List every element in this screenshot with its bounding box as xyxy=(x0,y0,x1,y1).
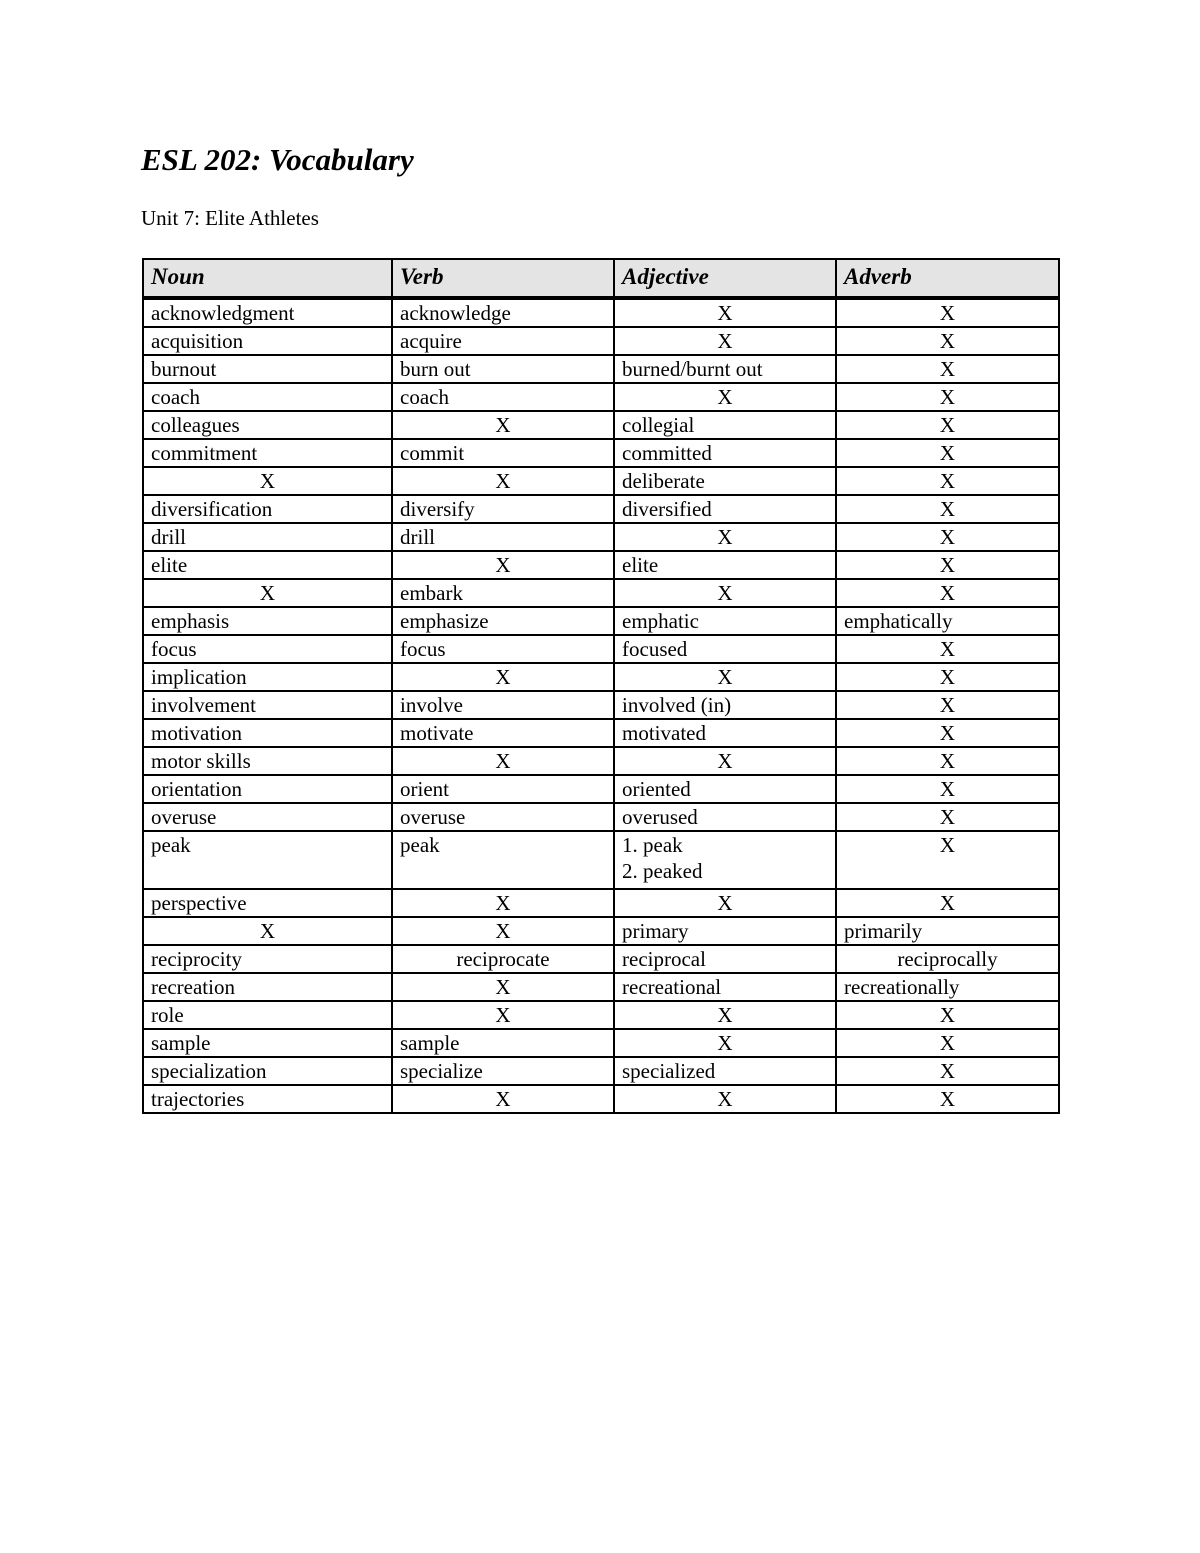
cell-adverb: X xyxy=(836,1029,1059,1057)
cell-noun: overuse xyxy=(143,803,392,831)
cell-verb: embark xyxy=(392,579,614,607)
cell-line: 1. peak xyxy=(622,833,683,857)
cell-verb: drill xyxy=(392,523,614,551)
cell-adverb: X xyxy=(836,411,1059,439)
cell-adjective: burned/burnt out xyxy=(614,355,836,383)
table-row xyxy=(143,411,1059,439)
cell-adjective: X xyxy=(614,1085,836,1113)
cell-verb: commit xyxy=(392,439,614,467)
table-row xyxy=(143,523,1059,551)
cell-verb: involve xyxy=(392,691,614,719)
cell-adjective: X xyxy=(614,1001,836,1029)
table-row xyxy=(143,917,1059,945)
cell-verb: X xyxy=(392,747,614,775)
cell-adjective: focused xyxy=(614,635,836,663)
cell-noun: acknowledgment xyxy=(143,298,392,327)
cell-noun: orientation xyxy=(143,775,392,803)
table-row xyxy=(143,1001,1059,1029)
table-row xyxy=(143,327,1059,355)
cell-adjective: diversified xyxy=(614,495,836,523)
table-row xyxy=(143,635,1059,663)
cell-verb: peak xyxy=(392,831,614,889)
cell-verb: focus xyxy=(392,635,614,663)
cell-adverb: X xyxy=(836,831,1059,889)
cell-adverb: X xyxy=(836,1085,1059,1113)
cell-adjective: X xyxy=(614,383,836,411)
cell-verb: X xyxy=(392,1001,614,1029)
cell-verb: acknowledge xyxy=(392,298,614,327)
cell-noun: motor skills xyxy=(143,747,392,775)
cell-adverb: X xyxy=(836,803,1059,831)
vocabulary-table xyxy=(142,258,1060,1114)
table-row xyxy=(143,383,1059,411)
cell-noun: involvement xyxy=(143,691,392,719)
cell-adjective: emphatic xyxy=(614,607,836,635)
cell-adverb: X xyxy=(836,1057,1059,1085)
cell-noun: trajectories xyxy=(143,1085,392,1113)
cell-verb: motivate xyxy=(392,719,614,747)
header-adjective: Adjective xyxy=(614,259,836,298)
table-row xyxy=(143,495,1059,523)
table-row xyxy=(143,579,1059,607)
cell-adverb: reciprocally xyxy=(836,945,1059,973)
cell-adverb: X xyxy=(836,467,1059,495)
cell-adjective: recreational xyxy=(614,973,836,1001)
cell-noun: perspective xyxy=(143,889,392,917)
cell-noun: X xyxy=(143,467,392,495)
header-adverb: Adverb xyxy=(836,259,1059,298)
cell-adverb: X xyxy=(836,495,1059,523)
cell-adverb: X xyxy=(836,775,1059,803)
cell-adverb: X xyxy=(836,327,1059,355)
cell-adjective: X xyxy=(614,1029,836,1057)
cell-adjective: X xyxy=(614,747,836,775)
table-row xyxy=(143,1085,1059,1113)
cell-adverb: X xyxy=(836,719,1059,747)
table-row xyxy=(143,355,1059,383)
table-row xyxy=(143,691,1059,719)
document-title: ESL 202: Vocabulary xyxy=(141,142,414,177)
cell-adverb: X xyxy=(836,579,1059,607)
cell-adverb: X xyxy=(836,663,1059,691)
table-row xyxy=(143,439,1059,467)
cell-verb: burn out xyxy=(392,355,614,383)
cell-adverb: recreationally xyxy=(836,973,1059,1001)
cell-noun: role xyxy=(143,1001,392,1029)
cell-adverb: X xyxy=(836,355,1059,383)
cell-verb: emphasize xyxy=(392,607,614,635)
cell-adjective: involved (in) xyxy=(614,691,836,719)
cell-noun: motivation xyxy=(143,719,392,747)
cell-verb: X xyxy=(392,663,614,691)
cell-adverb: X xyxy=(836,1001,1059,1029)
cell-verb: diversify xyxy=(392,495,614,523)
cell-adverb: X xyxy=(836,691,1059,719)
cell-adverb: X xyxy=(836,551,1059,579)
cell-adverb: emphatically xyxy=(836,607,1059,635)
cell-noun: X xyxy=(143,917,392,945)
document-subtitle: Unit 7: Elite Athletes xyxy=(141,206,319,230)
cell-verb: acquire xyxy=(392,327,614,355)
cell-adverb: X xyxy=(836,439,1059,467)
cell-noun: peak xyxy=(143,831,392,889)
cell-verb: coach xyxy=(392,383,614,411)
cell-adjective: elite xyxy=(614,551,836,579)
cell-noun: specialization xyxy=(143,1057,392,1085)
cell-verb: orient xyxy=(392,775,614,803)
cell-verb: X xyxy=(392,411,614,439)
cell-noun: sample xyxy=(143,1029,392,1057)
cell-adjective: primary xyxy=(614,917,836,945)
table-row xyxy=(143,607,1059,635)
table-row xyxy=(143,719,1059,747)
cell-adverb: X xyxy=(836,523,1059,551)
cell-adjective: collegial xyxy=(614,411,836,439)
table-row xyxy=(143,945,1059,973)
cell-noun: acquisition xyxy=(143,327,392,355)
header-noun: Noun xyxy=(143,259,392,298)
cell-adjective: X xyxy=(614,523,836,551)
cell-adjective: overused xyxy=(614,803,836,831)
cell-adjective: X xyxy=(614,298,836,327)
cell-noun: drill xyxy=(143,523,392,551)
table-row xyxy=(143,831,1059,889)
cell-noun: coach xyxy=(143,383,392,411)
cell-adjective: X xyxy=(614,327,836,355)
cell-noun: X xyxy=(143,579,392,607)
cell-verb: X xyxy=(392,1085,614,1113)
table-row xyxy=(143,1029,1059,1057)
cell-verb: reciprocate xyxy=(392,945,614,973)
cell-adverb: X xyxy=(836,747,1059,775)
cell-verb: specialize xyxy=(392,1057,614,1085)
cell-adverb: X xyxy=(836,635,1059,663)
cell-adjective: committed xyxy=(614,439,836,467)
cell-line: 2. peaked xyxy=(622,859,703,883)
table-row xyxy=(143,467,1059,495)
cell-noun: elite xyxy=(143,551,392,579)
vocabulary-table-header xyxy=(143,259,1059,298)
vocabulary-table-body xyxy=(143,298,1059,1113)
table-row xyxy=(143,1057,1059,1085)
cell-adjective: X xyxy=(614,889,836,917)
cell-verb: X xyxy=(392,889,614,917)
cell-noun: reciprocity xyxy=(143,945,392,973)
cell-verb: sample xyxy=(392,1029,614,1057)
cell-adjective: reciprocal xyxy=(614,945,836,973)
cell-noun: implication xyxy=(143,663,392,691)
cell-noun: recreation xyxy=(143,973,392,1001)
cell-verb: X xyxy=(392,917,614,945)
cell-adjective: motivated xyxy=(614,719,836,747)
cell-noun: emphasis xyxy=(143,607,392,635)
cell-verb: X xyxy=(392,973,614,1001)
cell-adverb: X xyxy=(836,298,1059,327)
cell-noun: diversification xyxy=(143,495,392,523)
table-row xyxy=(143,298,1059,327)
cell-adjective: X xyxy=(614,663,836,691)
table-row xyxy=(143,747,1059,775)
table-row xyxy=(143,775,1059,803)
cell-noun: commitment xyxy=(143,439,392,467)
cell-verb: X xyxy=(392,467,614,495)
cell-verb: X xyxy=(392,551,614,579)
cell-adjective: X xyxy=(614,579,836,607)
cell-adverb: primarily xyxy=(836,917,1059,945)
cell-adjective: deliberate xyxy=(614,467,836,495)
cell-verb: overuse xyxy=(392,803,614,831)
cell-adverb: X xyxy=(836,889,1059,917)
header-row xyxy=(143,259,1059,298)
cell-adjective xyxy=(614,831,836,889)
cell-adjective: oriented xyxy=(614,775,836,803)
header-verb: Verb xyxy=(392,259,614,298)
table-row xyxy=(143,973,1059,1001)
cell-adverb: X xyxy=(836,383,1059,411)
table-row xyxy=(143,663,1059,691)
table-row xyxy=(143,889,1059,917)
cell-noun: burnout xyxy=(143,355,392,383)
cell-noun: focus xyxy=(143,635,392,663)
table-row xyxy=(143,803,1059,831)
table-row xyxy=(143,551,1059,579)
cell-noun: colleagues xyxy=(143,411,392,439)
cell-adjective: specialized xyxy=(614,1057,836,1085)
